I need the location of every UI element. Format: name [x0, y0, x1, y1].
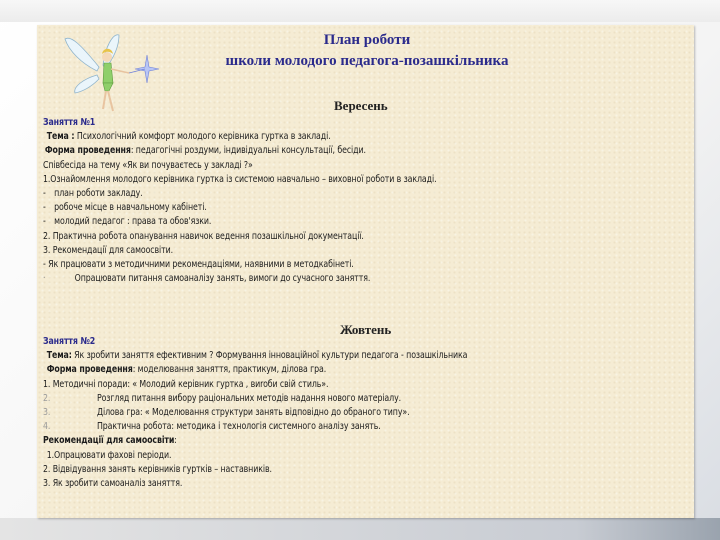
topic-label: Тема : [46, 131, 75, 143]
dash-item: - молодий педагог : права та обов'язки. [43, 216, 212, 228]
form-label: Форма проведення [46, 364, 133, 376]
text-line: - Як працювати з методичними рекомендаціями, наявними в методкабінеті. [43, 259, 354, 271]
numbered-item [43, 392, 643, 406]
form-line [43, 144, 643, 158]
form-line [43, 363, 643, 377]
recommendations-label: Рекомендації для самоосвіти [43, 435, 175, 447]
text-line: 3. Рекомендації для самоосвіти. [43, 244, 174, 256]
topic-text: Психологічний комфорт молодого керівника гуртка в закладі. [74, 131, 331, 143]
item-text: Розгляд питання вибору раціональних методів надання нового матеріалу. [96, 392, 402, 404]
slide [37, 25, 694, 518]
occupation-heading: Заняття №1 [43, 117, 96, 128]
page-subtitle: школи молодого педагога-позашкільника [225, 53, 509, 69]
numbered-item [43, 420, 643, 434]
october-section [43, 335, 688, 491]
text-line: 1. Методичні поради: « Молодий керівник гуртка , виroби свій стиль». [43, 378, 329, 390]
text-line: 3. Як зробити самоаналіз заняття. [43, 478, 183, 490]
dash-item: - план роботи закладу. [43, 188, 143, 200]
bullet-item: · Опрацювати питання самоаналізу занять, вимоги до сучасного заняття. [43, 273, 371, 285]
recommendations-colon: : [174, 435, 177, 447]
text-line: 2. Відвідування занять керівників гуртків – наставників. [43, 463, 272, 475]
form-label: Форма проведення [44, 145, 131, 157]
dash-item: - робоче місце в навчальному кабінеті. [43, 202, 207, 214]
occupation-heading: Заняття №2 [43, 336, 96, 347]
bullet-item-text: Опрацювати питання самоаналізу занять, вимоги до сучасного заняття. [74, 273, 371, 285]
top-edge [0, 0, 720, 22]
text-line: 1.Опрацювати фахові періоди. [46, 449, 172, 461]
topic-label: Тема: [46, 350, 72, 362]
text-line: 1.Ознайомлення молодого керівника гуртка із системою навчально – виховної роботи в закладі. [43, 173, 437, 185]
text-line: 2. Практична робота опанування навичок ведення позашкільної документації. [43, 230, 364, 242]
item-text: Ділова гра: « Моделювання структури занять відповідно до обраного типу». [96, 407, 410, 419]
topic-line [43, 130, 643, 144]
month-heading-september: Вересень [334, 98, 388, 113]
form-text: : моделювання заняття, практикум, ділова гра. [132, 364, 327, 376]
topic-line [43, 349, 643, 363]
page-title: План роботи [323, 32, 411, 48]
numbered-item [43, 406, 643, 420]
topic-text: Як зробити заняття ефективним ? Формування інноваційної культури педагога - позашкільника [71, 350, 468, 362]
form-text: : педагогічні роздуми, індивідуальні консультації, бесіди. [130, 145, 366, 157]
dash-item-text: план роботи закладу. [54, 188, 143, 200]
item-number: 3. [43, 407, 51, 419]
month-heading-october: Жовтень [340, 322, 392, 337]
item-number: 2. [43, 392, 51, 404]
recommendations-line [43, 434, 643, 448]
text-line: Співбесіда на тему «Як ви почуваєтесь у закладі ?» [43, 159, 253, 171]
dash-item-text: робоче місце в навчальному кабінеті. [54, 202, 207, 214]
item-text: Практична робота: методика і технологія системного аналізу занять. [96, 421, 381, 433]
september-section [43, 116, 688, 286]
bottom-edge [0, 518, 720, 540]
item-number: 4. [43, 421, 51, 433]
dash-item-text: молодий педагог : права та обов'язки. [54, 216, 212, 228]
